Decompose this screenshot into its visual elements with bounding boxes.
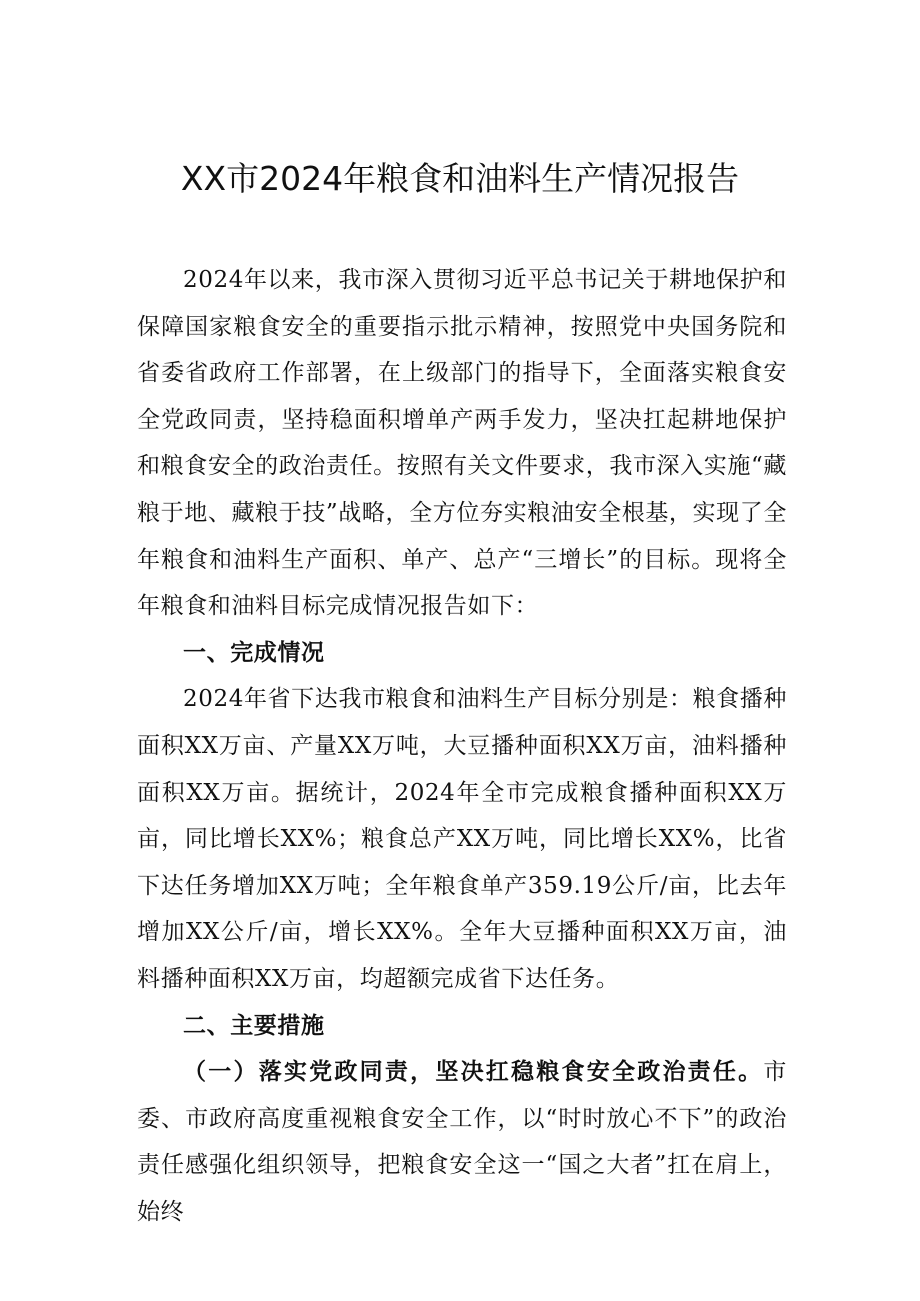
document-title: XX市2024年粮食和油料生产情况报告 xyxy=(180,159,740,198)
subsection-text: 市委、市政府高度重视粮食安全工作，以“时时放心不下”的政治责任感强化组织领导，把粮食安全这一“国之大者”扛在肩上，始终 xyxy=(137,1059,787,1225)
section-heading-completion: 一、完成情况 xyxy=(183,639,325,666)
document-body xyxy=(137,257,787,1235)
measures-paragraph xyxy=(137,1049,787,1235)
section-heading-measures: 二、主要措施 xyxy=(183,1012,325,1039)
intro-paragraph: 2024年以来，我市深入贯彻习近平总书记关于耕地保护和保障国家粮食安全的重要指示批示精神，按照党中央国务院和省委省政府工作部署，在上级部门的指导下，全面落实粮食安全党政同责，坚持稳面积增单产两手发力，坚决扛起耕地保护和粮食安全的政治责任。按照有关文件要求，我市深入实施“藏粮于地、藏粮于技”战略，全方位夯实粮油安全根基，实现了全年粮食和油料生产面积、单产、总产“三增长”的目标。现将全年粮食和油料目标完成情况报告如下： xyxy=(137,267,787,620)
subsection-title: （一）落实党政同责，坚决扛稳粮食安全政治责任。 xyxy=(183,1058,764,1086)
completion-paragraph: 2024年省下达我市粮食和油料生产目标分别是：粮食播种面积XX万亩、产量XX万吨，大豆播种面积XX万亩，油料播种面积XX万亩。据统计，2024年全市完成粮食播种面积XX万亩，同比增长XX%；粮食总产XX万吨，同比增长XX%，比省下达任务增加XX万吨；全年粮食单产359.19公斤/亩，比去年增加XX公斤/亩，增长XX%。全年大豆播种面积XX万亩，油料播种面积XX万亩，均超额完成省下达任务。 xyxy=(137,686,787,992)
